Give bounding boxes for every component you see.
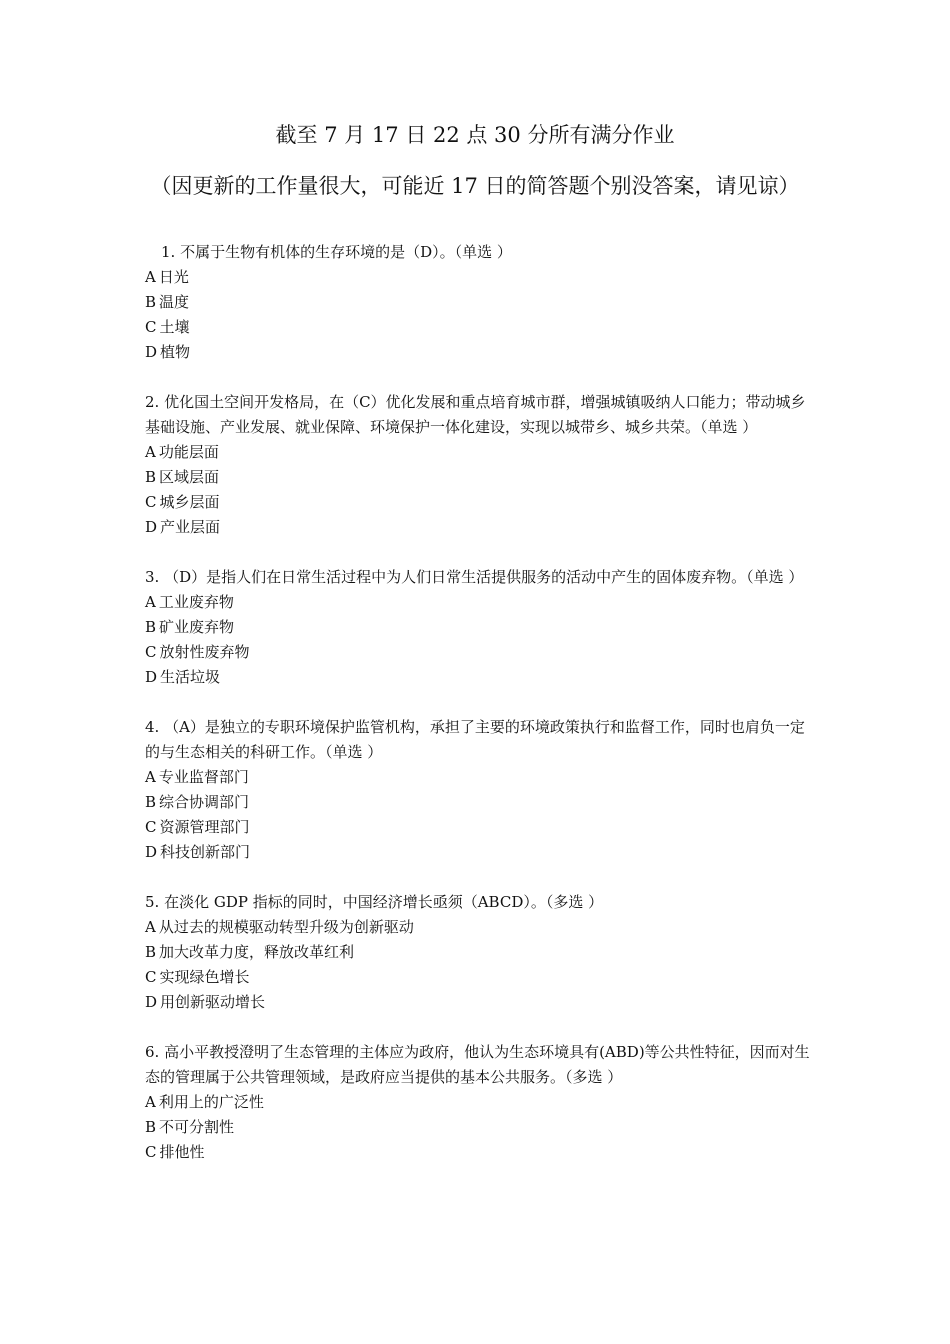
- option-text: 区域层面: [159, 468, 220, 486]
- option-c: [145, 965, 815, 990]
- option-letter: D: [145, 843, 158, 861]
- option-b: [145, 465, 815, 490]
- question-4: [145, 715, 815, 865]
- option-d: [145, 990, 815, 1015]
- option-letter: C: [145, 1143, 157, 1161]
- option-text: 利用上的广泛性: [158, 1093, 264, 1111]
- option-letter: B: [145, 1118, 157, 1136]
- option-letter: D: [145, 993, 158, 1011]
- option-text: 功能层面: [158, 443, 219, 461]
- option-letter: C: [145, 818, 157, 836]
- question-list: [145, 240, 815, 1190]
- option-text: 加大改革力度，释放改革红利: [159, 943, 355, 961]
- option-c: [145, 815, 815, 840]
- option-text: 综合协调部门: [159, 793, 250, 811]
- option-c: [145, 490, 815, 515]
- option-d: [145, 340, 815, 365]
- question-stem: 3. （D）是指人们在日常生活过程中为人们日常生活提供服务的活动中产生的固体废弃物。（单选 ）: [145, 568, 804, 586]
- option-a: [145, 1090, 815, 1115]
- question-6: [145, 1040, 815, 1165]
- option-letter: C: [145, 968, 157, 986]
- option-text: 植物: [160, 343, 191, 361]
- question-5: [145, 890, 815, 1015]
- question-2: [145, 390, 815, 540]
- option-text: 排他性: [159, 1143, 205, 1161]
- option-b: [145, 290, 815, 315]
- option-b: [145, 615, 815, 640]
- question-3: [145, 565, 815, 690]
- option-text: 放射性废弃物: [159, 643, 250, 661]
- option-text: 专业监督部门: [158, 768, 249, 786]
- option-a: [145, 265, 815, 290]
- option-c: [145, 315, 815, 340]
- option-c: [145, 1140, 815, 1165]
- option-letter: A: [145, 268, 156, 286]
- option-b: [145, 940, 815, 965]
- option-text: 矿业废弃物: [159, 618, 235, 636]
- option-text: 从过去的规模驱动转型升级为创新驱动: [158, 918, 414, 936]
- page-subtitle: （因更新的工作量很大，可能近 17 日的简答题个别没答案，请见谅）: [150, 174, 800, 198]
- option-text: 科技创新部门: [160, 843, 251, 861]
- option-a: [145, 915, 815, 940]
- question-stem: 2. 优化国土空间开发格局，在（C）优化发展和重点培育城市群，增强城镇吸纳人口能力；带动城乡基础设施、产业发展、就业保障、环境保护一体化建设，实现以城带乡、城乡共荣。（单选 ）: [145, 393, 806, 436]
- question-1: [145, 240, 815, 365]
- question-stem: 5. 在淡化 GDP 指标的同时，中国经济增长亟须（ABCD）。（多选 ）: [145, 893, 604, 911]
- option-letter: D: [145, 518, 158, 536]
- option-letter: B: [145, 793, 157, 811]
- option-text: 不可分割性: [159, 1118, 235, 1136]
- question-stem: 6. 高小平教授澄明了生态管理的主体应为政府，他认为生态环境具有(ABD)等公共性特征，因而对生态的管理属于公共管理领域，是政府应当提供的基本公共服务。（多选 ）: [145, 1043, 810, 1086]
- option-letter: A: [145, 593, 156, 611]
- option-text: 温度: [159, 293, 190, 311]
- option-letter: B: [145, 293, 157, 311]
- option-text: 产业层面: [160, 518, 221, 536]
- question-stem: 1. 不属于生物有机体的生存环境的是（D）。（单选 ）: [161, 243, 512, 261]
- option-letter: A: [145, 1093, 156, 1111]
- option-a: [145, 590, 815, 615]
- option-letter: A: [145, 768, 156, 786]
- option-letter: B: [145, 468, 157, 486]
- option-text: 城乡层面: [159, 493, 220, 511]
- option-text: 土壤: [159, 318, 190, 336]
- option-text: 日光: [158, 268, 189, 286]
- option-d: [145, 515, 815, 540]
- option-letter: C: [145, 493, 157, 511]
- option-text: 用创新驱动增长: [160, 993, 266, 1011]
- option-text: 实现绿色增长: [159, 968, 250, 986]
- option-letter: C: [145, 318, 157, 336]
- option-a: [145, 765, 815, 790]
- option-text: 资源管理部门: [159, 818, 250, 836]
- option-letter: B: [145, 618, 157, 636]
- option-letter: A: [145, 918, 156, 936]
- option-b: [145, 1115, 815, 1140]
- option-d: [145, 665, 815, 690]
- option-letter: D: [145, 668, 158, 686]
- option-letter: C: [145, 643, 157, 661]
- option-a: [145, 440, 815, 465]
- option-c: [145, 640, 815, 665]
- option-text: 工业废弃物: [158, 593, 234, 611]
- option-letter: A: [145, 443, 156, 461]
- page-title: 截至 7 月 17 日 22 点 30 分所有满分作业: [275, 123, 675, 147]
- question-stem: 4. （A）是独立的专职环境保护监管机构，承担了主要的环境政策执行和监督工作，同时也肩负一定的与生态相关的科研工作。（单选 ）: [145, 718, 805, 761]
- option-letter: B: [145, 943, 157, 961]
- option-b: [145, 790, 815, 815]
- option-letter: D: [145, 343, 158, 361]
- option-text: 生活垃圾: [160, 668, 221, 686]
- option-d: [145, 840, 815, 865]
